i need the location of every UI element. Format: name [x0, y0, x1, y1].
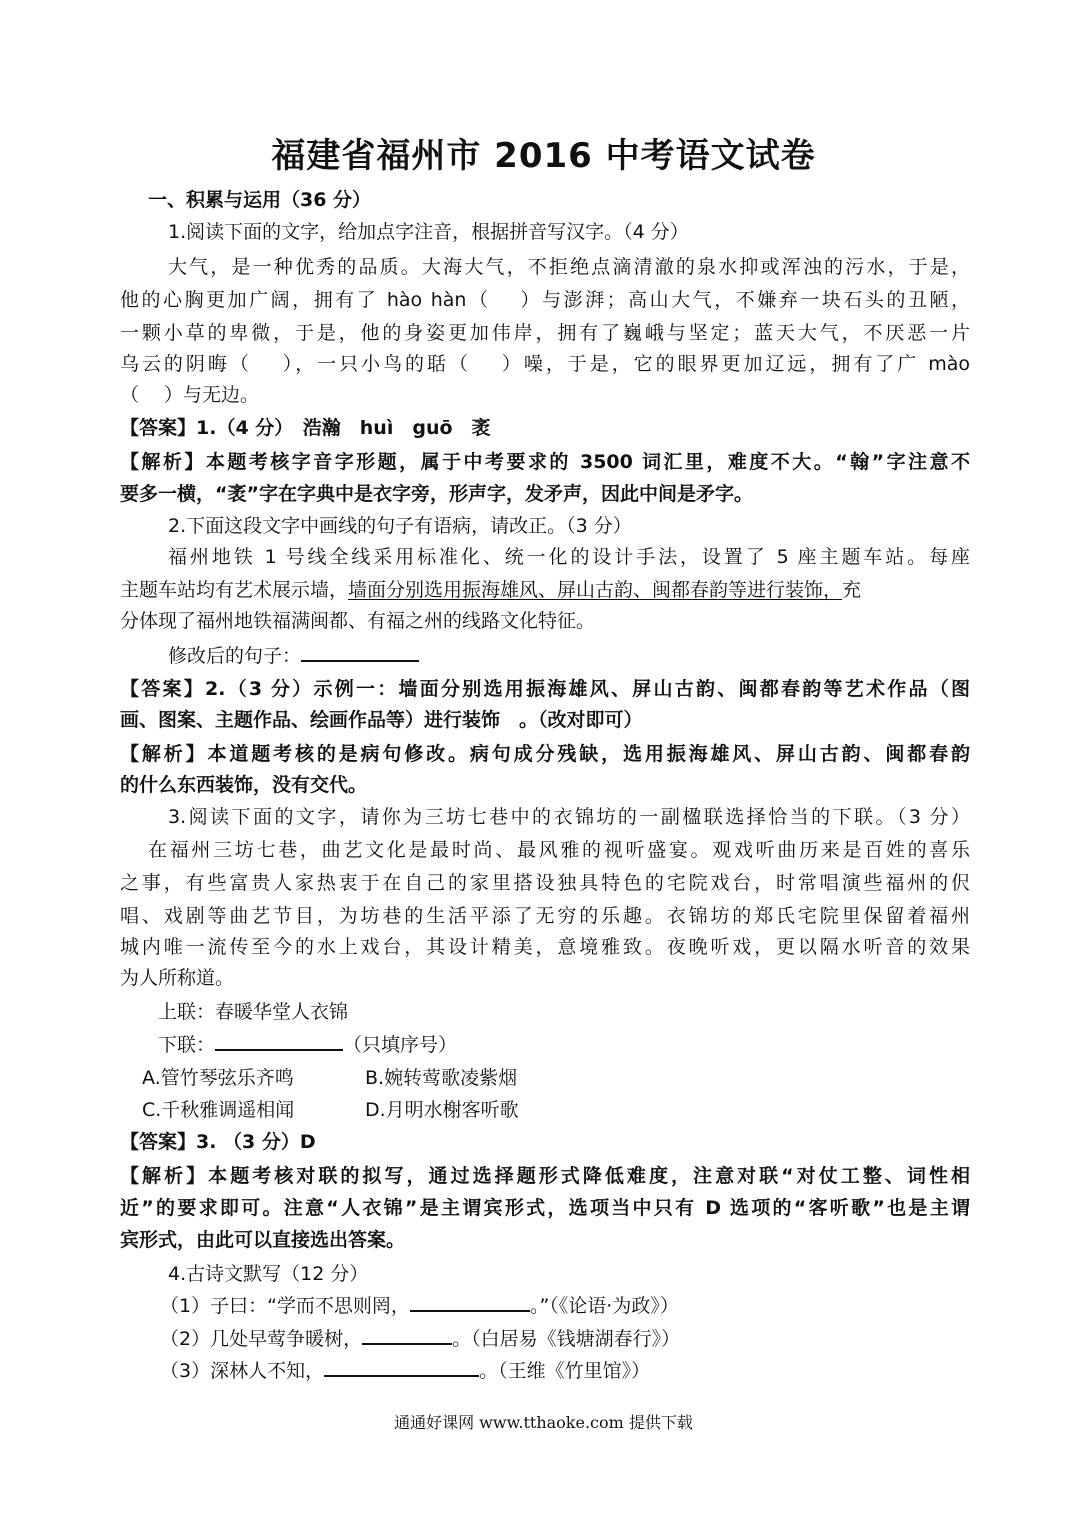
- q4-answer-blank[interactable]: [362, 1325, 452, 1345]
- q4-item: [160, 1356, 970, 1386]
- q2-fix-label: 修改后的句子：: [168, 645, 302, 667]
- q2-stem: 2.下面这段文字中画线的句子有语病，请改正。（3 分）: [168, 515, 632, 537]
- q4-item-text: （3）深林人不知，: [160, 1360, 325, 1382]
- q3-text-line: 在福州三坊七巷，曲艺文化是最时尚、最风雅的视听盛宴。观戏听曲历来是百姓的喜乐: [148, 839, 970, 861]
- q3-lower-label: 下联：: [158, 1034, 216, 1056]
- q2-text-plain: 充: [842, 579, 862, 601]
- q4-answer-blank[interactable]: [410, 1292, 530, 1312]
- q4-answer-blank[interactable]: [324, 1357, 479, 1377]
- q4-item: [160, 1291, 970, 1321]
- q3-upper-couplet: 上联：春暖华堂人衣锦: [158, 1001, 349, 1023]
- q3-answer-blank[interactable]: [215, 1031, 343, 1051]
- q2-answer-blank[interactable]: [301, 642, 419, 662]
- q4-item: [160, 1324, 970, 1354]
- q2-answer-line: 【答案】2.（3 分）示例一：墙面分别选用振海雄风、屏山古韵、闽都春韵等艺术作品（图: [120, 678, 970, 700]
- q2-text-line: 分体现了福州地铁福满闽都、有福之州的线路文化特征。: [120, 610, 596, 632]
- q4-item-text: 。”（《论语·为政》）: [529, 1295, 679, 1317]
- page-footer: 通通好课网 www.tthaoke.com 提供下载: [394, 1413, 693, 1432]
- q4-item-text: 。（王维《竹里馆》）: [479, 1360, 651, 1382]
- q1-text-line: 乌云的阴晦（ ），一只小鸟的聒（ ）噪，于是，它的眼界更加辽远，拥有了广 mào: [120, 353, 970, 375]
- q1-text-line: 他的心胸更加广阔，拥有了 hào hàn（ ）与澎湃；高山大气，不嫌弃一块石头的丑陋，: [120, 289, 970, 311]
- q3-analysis-line: 宾形式，由此可以直接选出答案。: [120, 1229, 406, 1251]
- q3-text-line: 为人所称道。: [120, 967, 235, 989]
- q4-stem: 4.古诗文默写（12 分）: [168, 1263, 369, 1285]
- q3-analysis-line: 【解析】本题考核对联的拟写，通过选择题形式降低难度，注意对联“对仗工整、词性相: [120, 1165, 970, 1187]
- section-heading: 一、积累与运用（36 分）: [148, 189, 372, 211]
- q4-item-text: 。（白居易《钱塘湖春行》）: [452, 1328, 681, 1350]
- q3-text-line: 之事，有些富贵人家热衷于在自己的家里搭设独具特色的宅院戏台，时常唱演些福州的伬: [120, 872, 970, 894]
- q1-analysis-line: 【解析】本题考核字音字形题，属于中考要求的 3500 词汇里，难度不大。“翰”字注意不: [120, 451, 970, 473]
- q3-option: A.管竹琴弦乐齐鸣: [142, 1067, 294, 1089]
- q3-option: D.月明水榭客听歌: [365, 1099, 519, 1121]
- q1-analysis-line: 要多一横，“袤”字在字典中是衣字旁，形声字，发矛声，因此中间是矛字。: [120, 483, 753, 505]
- q2-fix-line: [168, 641, 970, 671]
- q3-option: B.婉转莺歌凌紫烟: [365, 1067, 518, 1089]
- q3-answer: 【答案】3. （3 分）D: [120, 1131, 316, 1153]
- q3-option: C.千秋雅调遥相闻: [142, 1099, 295, 1121]
- q4-item-text: （2）几处早莺争暖树，: [160, 1328, 363, 1350]
- q1-stem: 1.阅读下面的文字，给加点字注音，根据拼音写汉字。（4 分）: [168, 221, 689, 243]
- q3-text-line: 城内唯一流传至今的水上戏台，其设计精美，意境雅致。夜晚听戏，更以隔水听音的效果: [120, 936, 970, 958]
- q4-item-text: （1）子曰：“学而不思则罔，: [160, 1295, 410, 1317]
- q3-text-line: 唱、戏剧等曲艺节目，为坊巷的生活平添了无穷的乐趣。衣锦坊的郑氏宅院里保留着福州: [120, 905, 970, 927]
- q1-text-line: 一颗小草的卑微，于是，他的身姿更加伟岸，拥有了巍峨与坚定；蓝天大气，不厌恶一片: [120, 322, 970, 344]
- q1-answer: 【答案】1.（4 分） 浩瀚 huì guō 袤: [120, 417, 491, 439]
- q3-lower-line: [158, 1030, 1008, 1060]
- page-title: 福建省福州市 2016 中考语文试卷: [271, 136, 816, 176]
- q2-analysis-line: 的什么东西装饰，没有交代。: [120, 774, 368, 796]
- q3-lower-hint: （只填序号）: [343, 1034, 458, 1056]
- q2-text-line: [120, 575, 970, 605]
- q3-analysis-line: 近”的要求即可。注意“人衣锦”是主谓宾形式，选项当中只有 D 选项的“客听歌”也是主谓: [120, 1197, 970, 1219]
- q2-analysis-line: 【解析】本道题考核的是病句修改。病句成分残缺，选用振海雄风、屏山古韵、闽都春韵: [120, 743, 970, 765]
- q2-answer-line: 画、图案、主题作品、绘画作品等）进行装饰 。（改对即可）: [120, 709, 643, 731]
- q2-text-line: 福州地铁 1 号线全线采用标准化、统一化的设计手法，设置了 5 座主题车站。每座: [168, 546, 970, 568]
- q1-text-line: （ ）与无边。: [120, 384, 260, 406]
- q2-text-plain: 主题车站均有艺术展示墙，: [120, 579, 349, 601]
- q3-stem: 3.阅读下面的文字，请你为三坊七巷中的衣锦坊的一副楹联选择恰当的下联。（3 分）: [168, 806, 970, 828]
- q2-underlined-sentence: 墙面分别选用振海雄风、屏山古韵、闽都春韵等进行装饰，: [348, 579, 843, 601]
- q1-text-line: 大气，是一种优秀的品质。大海大气，不拒绝点滴清澈的泉水抑或浑浊的污水，于是，: [168, 256, 970, 278]
